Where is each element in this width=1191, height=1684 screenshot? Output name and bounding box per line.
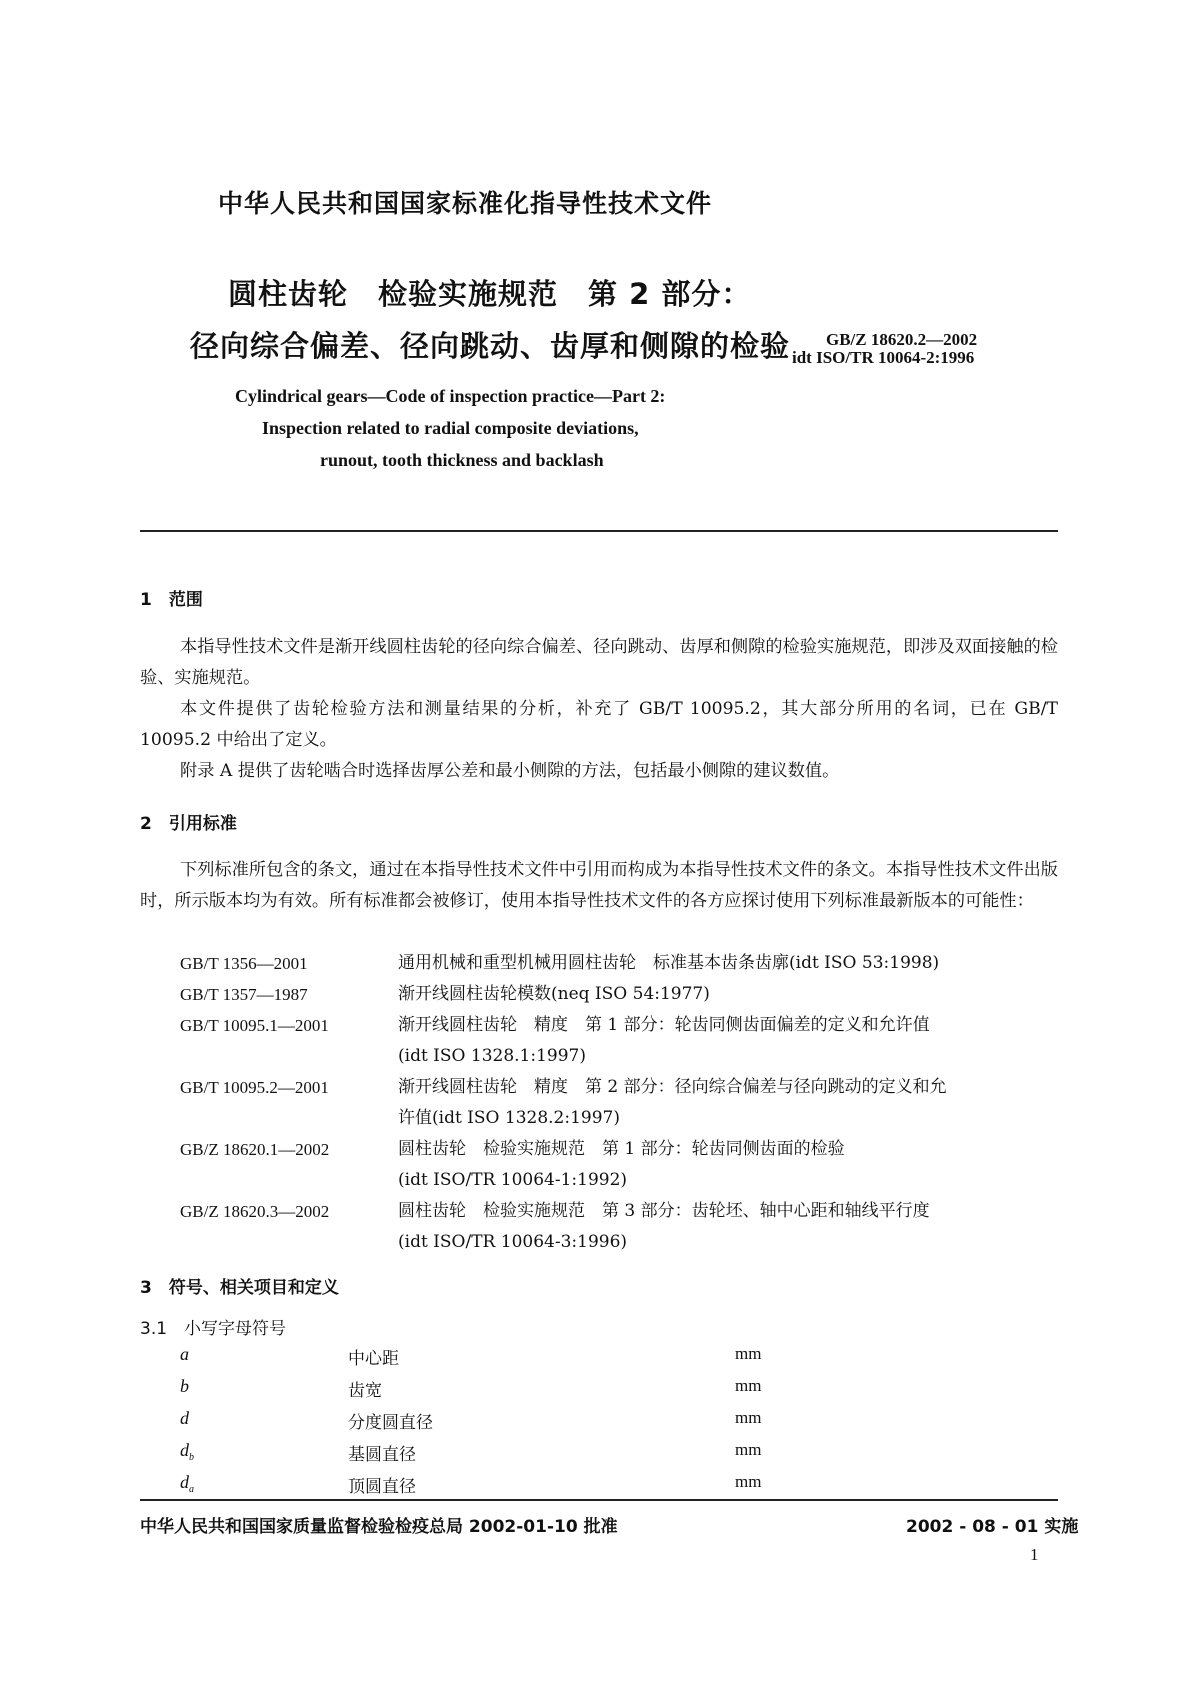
symbol-unit: mm (735, 1344, 762, 1363)
reference-item (180, 979, 710, 1011)
reference-title: 渐开线圆柱齿轮模数(neq ISO 54:1977) (398, 984, 710, 1004)
reference-code: GB/T 1356—2001 (180, 954, 308, 973)
english-title-line-1: Cylindrical gears—Code of inspection practice—Part 2: (235, 386, 666, 406)
subsection-3-1-heading: 3.1 小写字母符号 (140, 1319, 287, 1339)
symbol: $d_a$ (180, 1472, 194, 1495)
english-title-line-3: runout, tooth thickness and backlash (320, 450, 604, 470)
reference-item (180, 1072, 947, 1134)
reference-title (398, 1196, 930, 1258)
reference-title-line-1: 渐开线圆柱齿轮 精度 第 2 部分：径向综合偏差与径向跳动的定义和允 (398, 1077, 947, 1097)
reference-item (180, 1010, 930, 1072)
symbol: d (180, 1408, 189, 1428)
reference-title (398, 1134, 845, 1196)
reference-title-line-1: 渐开线圆柱齿轮 精度 第 1 部分：轮齿同侧齿面偏差的定义和允许值 (398, 1015, 930, 1035)
symbol-description: 顶圆直径 (348, 1477, 416, 1497)
reference-title-line-1: 圆柱齿轮 检验实施规范 第 1 部分：轮齿同侧齿面的检验 (398, 1139, 845, 1159)
page-number: 1 (1030, 1545, 1039, 1564)
section-2-intro: 下列标准所包含的条文，通过在本指导性技术文件中引用而构成为本指导性技术文件的条文。本指导性技术文件出版时，所示版本均为有效。所有标准都会被修订，使用本指导性技术文件的各方应探讨使用下列标准最新版本的可能性： (140, 860, 1058, 911)
symbol-description: 齿宽 (348, 1381, 382, 1401)
symbol-subscript: a (189, 1484, 194, 1495)
document-type-heading: 中华人民共和国国家标准化指导性技术文件 (218, 189, 713, 218)
symbol-unit: mm (735, 1440, 762, 1459)
identical-standard-number: idt ISO/TR 10064-2:1996 (792, 348, 975, 367)
symbol: a (180, 1344, 189, 1364)
symbol: $d_b$ (180, 1440, 194, 1463)
reference-title (398, 1072, 947, 1134)
symbol-unit: mm (735, 1376, 762, 1395)
reference-code: GB/T 10095.2—2001 (180, 1078, 329, 1097)
symbol-description: 分度圆直径 (348, 1413, 433, 1433)
reference-title-line-2: (idt ISO 1328.1:1997) (398, 1046, 586, 1066)
symbol-description: 中心距 (348, 1349, 399, 1369)
reference-code: GB/T 1357—1987 (180, 985, 308, 1004)
section-1-heading: 1 范围 (140, 590, 203, 610)
reference-code: GB/T 10095.1—2001 (180, 1016, 329, 1035)
chinese-title-line-2: 径向综合偏差、径向跳动、齿厚和侧隙的检验 (190, 329, 791, 363)
english-title-line-2: Inspection related to radial composite deviations, (262, 418, 639, 438)
reference-title-line-2: (idt ISO/TR 10064-1:1992) (398, 1170, 628, 1190)
chinese-title-line-1: 圆柱齿轮 检验实施规范 第 2 部分： (228, 277, 752, 311)
symbol-description: 基圆直径 (348, 1445, 416, 1465)
section-1-paragraph: 本指导性技术文件是渐开线圆柱齿轮的径向综合偏差、径向跳动、齿厚和侧隙的检验实施规范，即涉及双面接触的检验、实施规范。 (140, 637, 1058, 688)
reference-title: 通用机械和重型机械用圆柱齿轮 标准基本齿条齿廓(idt ISO 53:1998) (398, 953, 940, 973)
reference-item (180, 1134, 845, 1196)
implementation-date: 2002 - 08 - 01 实施 (906, 1517, 1079, 1537)
section-3-heading: 3 符号、相关项目和定义 (140, 1278, 339, 1298)
reference-item (180, 948, 939, 980)
symbol: b (180, 1376, 189, 1396)
footer-divider (140, 1499, 1058, 1501)
standard-number: GB/Z 18620.2—2002 (826, 330, 978, 349)
approval-statement: 中华人民共和国国家质量监督检验检疫总局 2002-01-10 批准 (140, 1517, 618, 1537)
symbol-unit: mm (735, 1408, 762, 1427)
section-1-paragraph: 附录 A 提供了齿轮啮合时选择齿厚公差和最小侧隙的方法，包括最小侧隙的建议数值。 (180, 761, 840, 781)
reference-item (180, 1196, 930, 1258)
section-2-heading: 2 引用标准 (140, 814, 237, 834)
section-1-paragraph: 本文件提供了齿轮检验方法和测量结果的分析，补充了 GB/T 10095.2，其大部分所用的名词，已在 GB/T 10095.2 中给出了定义。 (140, 699, 1058, 750)
reference-title-line-1: 圆柱齿轮 检验实施规范 第 3 部分：齿轮坯、轴中心距和轴线平行度 (398, 1201, 930, 1221)
reference-code: GB/Z 18620.1—2002 (180, 1140, 330, 1159)
symbol-unit: mm (735, 1472, 762, 1491)
reference-title-line-2: 许值(idt ISO 1328.2:1997) (398, 1108, 620, 1128)
header-divider (140, 530, 1058, 532)
reference-code: GB/Z 18620.3—2002 (180, 1202, 330, 1221)
reference-title-line-2: (idt ISO/TR 10064-3:1996) (398, 1232, 628, 1252)
reference-title (398, 1010, 930, 1072)
symbol-subscript: b (189, 1452, 194, 1463)
